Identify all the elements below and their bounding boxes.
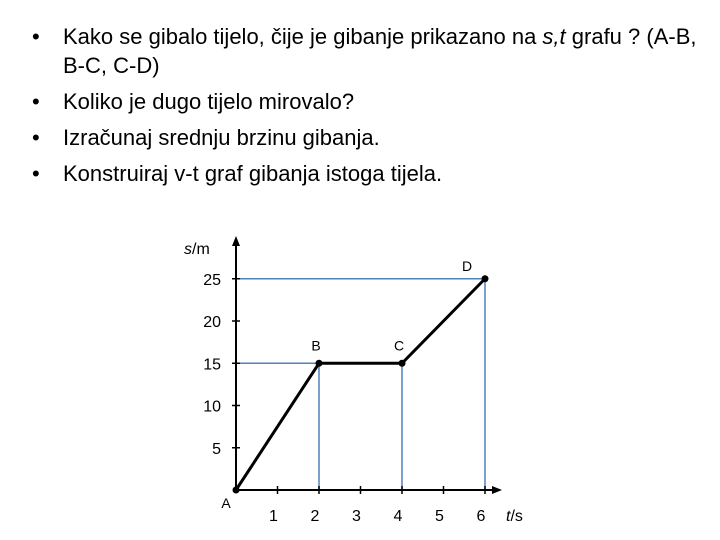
x-tick-label: 4 [393, 508, 403, 525]
data-line [236, 279, 485, 490]
data-point [399, 360, 406, 367]
bullet-text: Kako se gibalo tijelo, čije je gibanje prikazano na [63, 24, 543, 49]
bullet-text: Izračunaj srednju brzinu gibanja. [63, 125, 380, 150]
y-tick-label: 5 [212, 440, 221, 458]
bullet-text: Koliko je dugo tijelo mirovalo? [63, 89, 355, 114]
y-axis-label: s/m [184, 241, 210, 258]
bullet-dot: • [32, 89, 40, 114]
x-tick-label: 5 [435, 508, 444, 525]
x-tick-label: 1 [269, 508, 278, 525]
y-axis-arrow-icon [232, 236, 240, 246]
point-label: D [461, 257, 473, 274]
y-tick-label: 10 [203, 398, 221, 416]
point-label: B [311, 337, 321, 354]
x-axis-arrow-icon [492, 486, 502, 494]
bullet-dot: • [32, 24, 40, 49]
point-label: A [221, 495, 231, 511]
data-point [233, 487, 240, 494]
bullet-text-end: grafu ? (A-B, B-C, C-D) [63, 24, 697, 78]
y-tick-label: 25 [203, 271, 221, 289]
x-tick-label: 2 [310, 508, 320, 525]
data-point [482, 275, 489, 282]
bullet-dot: • [32, 125, 40, 150]
bullet-dot: • [32, 161, 40, 186]
point-label: C [393, 337, 405, 354]
data-point [316, 360, 323, 367]
y-tick-label: 20 [203, 314, 221, 331]
x-axis-label: t/s [506, 508, 523, 525]
bullet-emphasis: s,t [542, 24, 566, 49]
x-tick-label: 3 [352, 508, 361, 525]
x-tick-label: 6 [476, 508, 486, 525]
y-tick-label: 15 [203, 356, 221, 374]
bullet-text: Konstruiraj v-t graf gibanja istoga tijela. [63, 161, 443, 186]
